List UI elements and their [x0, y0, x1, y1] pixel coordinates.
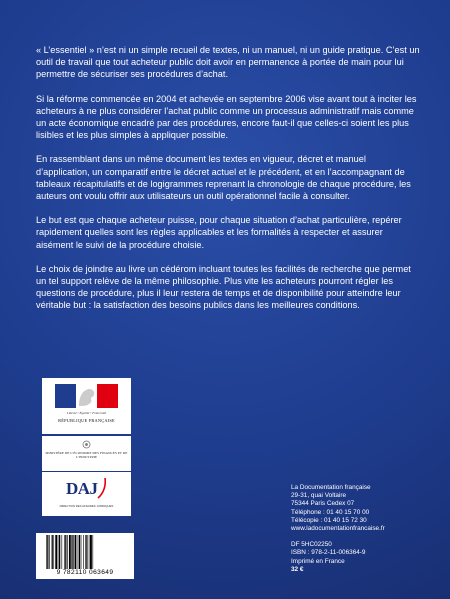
barcode-bar — [67, 535, 68, 569]
partner-logos — [42, 378, 131, 516]
daj-swoosh-icon — [96, 477, 108, 499]
daj-subtitle: DIRECTION DES AFFAIRES JURIDIQUES — [59, 504, 114, 508]
barcode-bar — [78, 535, 79, 569]
barcode-number: 9 782110 063649 — [56, 569, 114, 576]
barcode-bar — [55, 535, 57, 569]
barcode-bar — [86, 535, 87, 569]
daj-logo — [42, 472, 131, 516]
barcode-bar — [81, 535, 82, 569]
publisher-fax: Télécopie : 01 40 15 72 30 — [291, 516, 367, 524]
daj-mark — [66, 479, 108, 499]
barcode-bar — [73, 535, 74, 569]
barcode-bar — [53, 535, 54, 569]
publisher-phone: Téléphone : 01 40 15 70 00 — [291, 508, 370, 516]
spacer — [291, 533, 431, 541]
barcode-bar — [58, 535, 59, 569]
isbn-barcode — [36, 533, 134, 579]
paragraph: Le choix de joindre au livre un cédérom incluant toutes les facilités de recherche que permet un tel support relève de la même philosophie. Plus vite les acheteurs pourront régler les questions de procédure, plus il leur restera de temps et de disponibilité pour atteindre leur véritable but : la satisfaction des besoins publics dans les meilleures conditions. — [36, 263, 411, 311]
barcode-bar — [52, 535, 53, 569]
printed-in: Imprimé en France — [291, 557, 345, 565]
barcode-bar — [90, 535, 92, 569]
barcode-bar — [75, 535, 77, 569]
publisher-city: 75344 Paris Cedex 07 — [291, 500, 355, 508]
catalog-ref: DF 5HC02250 — [291, 541, 332, 549]
barcode-bar — [71, 535, 72, 569]
barcode-bar — [65, 535, 66, 569]
publisher-website[interactable]: www.ladocumentationfrancaise.fr — [291, 525, 385, 533]
price: 32 € — [291, 565, 304, 573]
barcode-bar — [62, 535, 63, 569]
marianne-icon — [55, 384, 118, 408]
publisher-info — [291, 484, 431, 574]
barcode-bar — [85, 535, 86, 569]
daj-label: DAJ — [66, 479, 98, 498]
paragraph: Le but est que chaque acheteur puisse, pour chaque situation d’achat particulière, repérer rapidement quelles sont les règles applicables et les formalités à respecter et assurer aisément le suivi de la procédure choisie. — [36, 215, 402, 250]
ministry-logo — [42, 436, 131, 471]
summary-text — [36, 44, 422, 324]
republique-francaise-logo — [42, 378, 131, 434]
barcode-bar — [47, 535, 48, 569]
publisher-name: La Documentation française — [291, 484, 371, 491]
barcode-bar — [93, 535, 94, 569]
rf-motto: Liberté • Égalité • Fraternité — [66, 411, 107, 415]
paragraph: « L’essentiel » n’est ni un simple recueil de textes, ni un manuel, ni un guide pratique. C’est un outil de travail que tout acheteur public doit avoir en permanence à portée de main pour lui permettre de sécuriser ses procédures d’achat. — [36, 45, 420, 80]
barcode-bar — [79, 535, 80, 569]
barcode-bar — [83, 535, 84, 569]
ministry-emblem-icon — [82, 440, 91, 449]
barcode-bar — [69, 535, 71, 569]
ministry-name: MINISTÈRE DE L’ÉCONOMIE DES FINANCES ET DE L’INDUSTRIE — [45, 451, 128, 460]
barcode-bar — [59, 535, 60, 569]
barcode-bar — [64, 535, 65, 569]
barcode-bar — [49, 535, 50, 569]
barcode-bar — [46, 535, 47, 569]
barcode-bars — [46, 535, 126, 569]
barcode-bar — [89, 535, 90, 569]
paragraph: Si la réforme commencée en 2004 et achevée en septembre 2006 vise avant tout à inciter les acheteurs à ne plus considérer l’achat public comme un processus administratif mais comme un acte économique encadré par des procédures, encore faut-il que celles-ci soient les plus lisibles et les plus simples à appliquer possible. — [36, 93, 417, 141]
isbn: ISBN : 978-2-11-006364-9 — [291, 549, 366, 557]
paragraph: En rassemblant dans un même document les textes en vigueur, décret et manuel d’application, un comparatif entre le décret actuel et le précédent, et en l’accompagnant de tableaux récapitulatifs et de logigrammes reprenant la chronologie de chaque procédure, les auteurs ont voulu offrir aux utilisateurs un outil opérationnel facile à consulter. — [36, 154, 411, 202]
rf-name: RÉPUBLIQUE FRANÇAISE — [58, 418, 115, 423]
publisher-address: 29-31, quai Voltaire — [291, 492, 347, 500]
